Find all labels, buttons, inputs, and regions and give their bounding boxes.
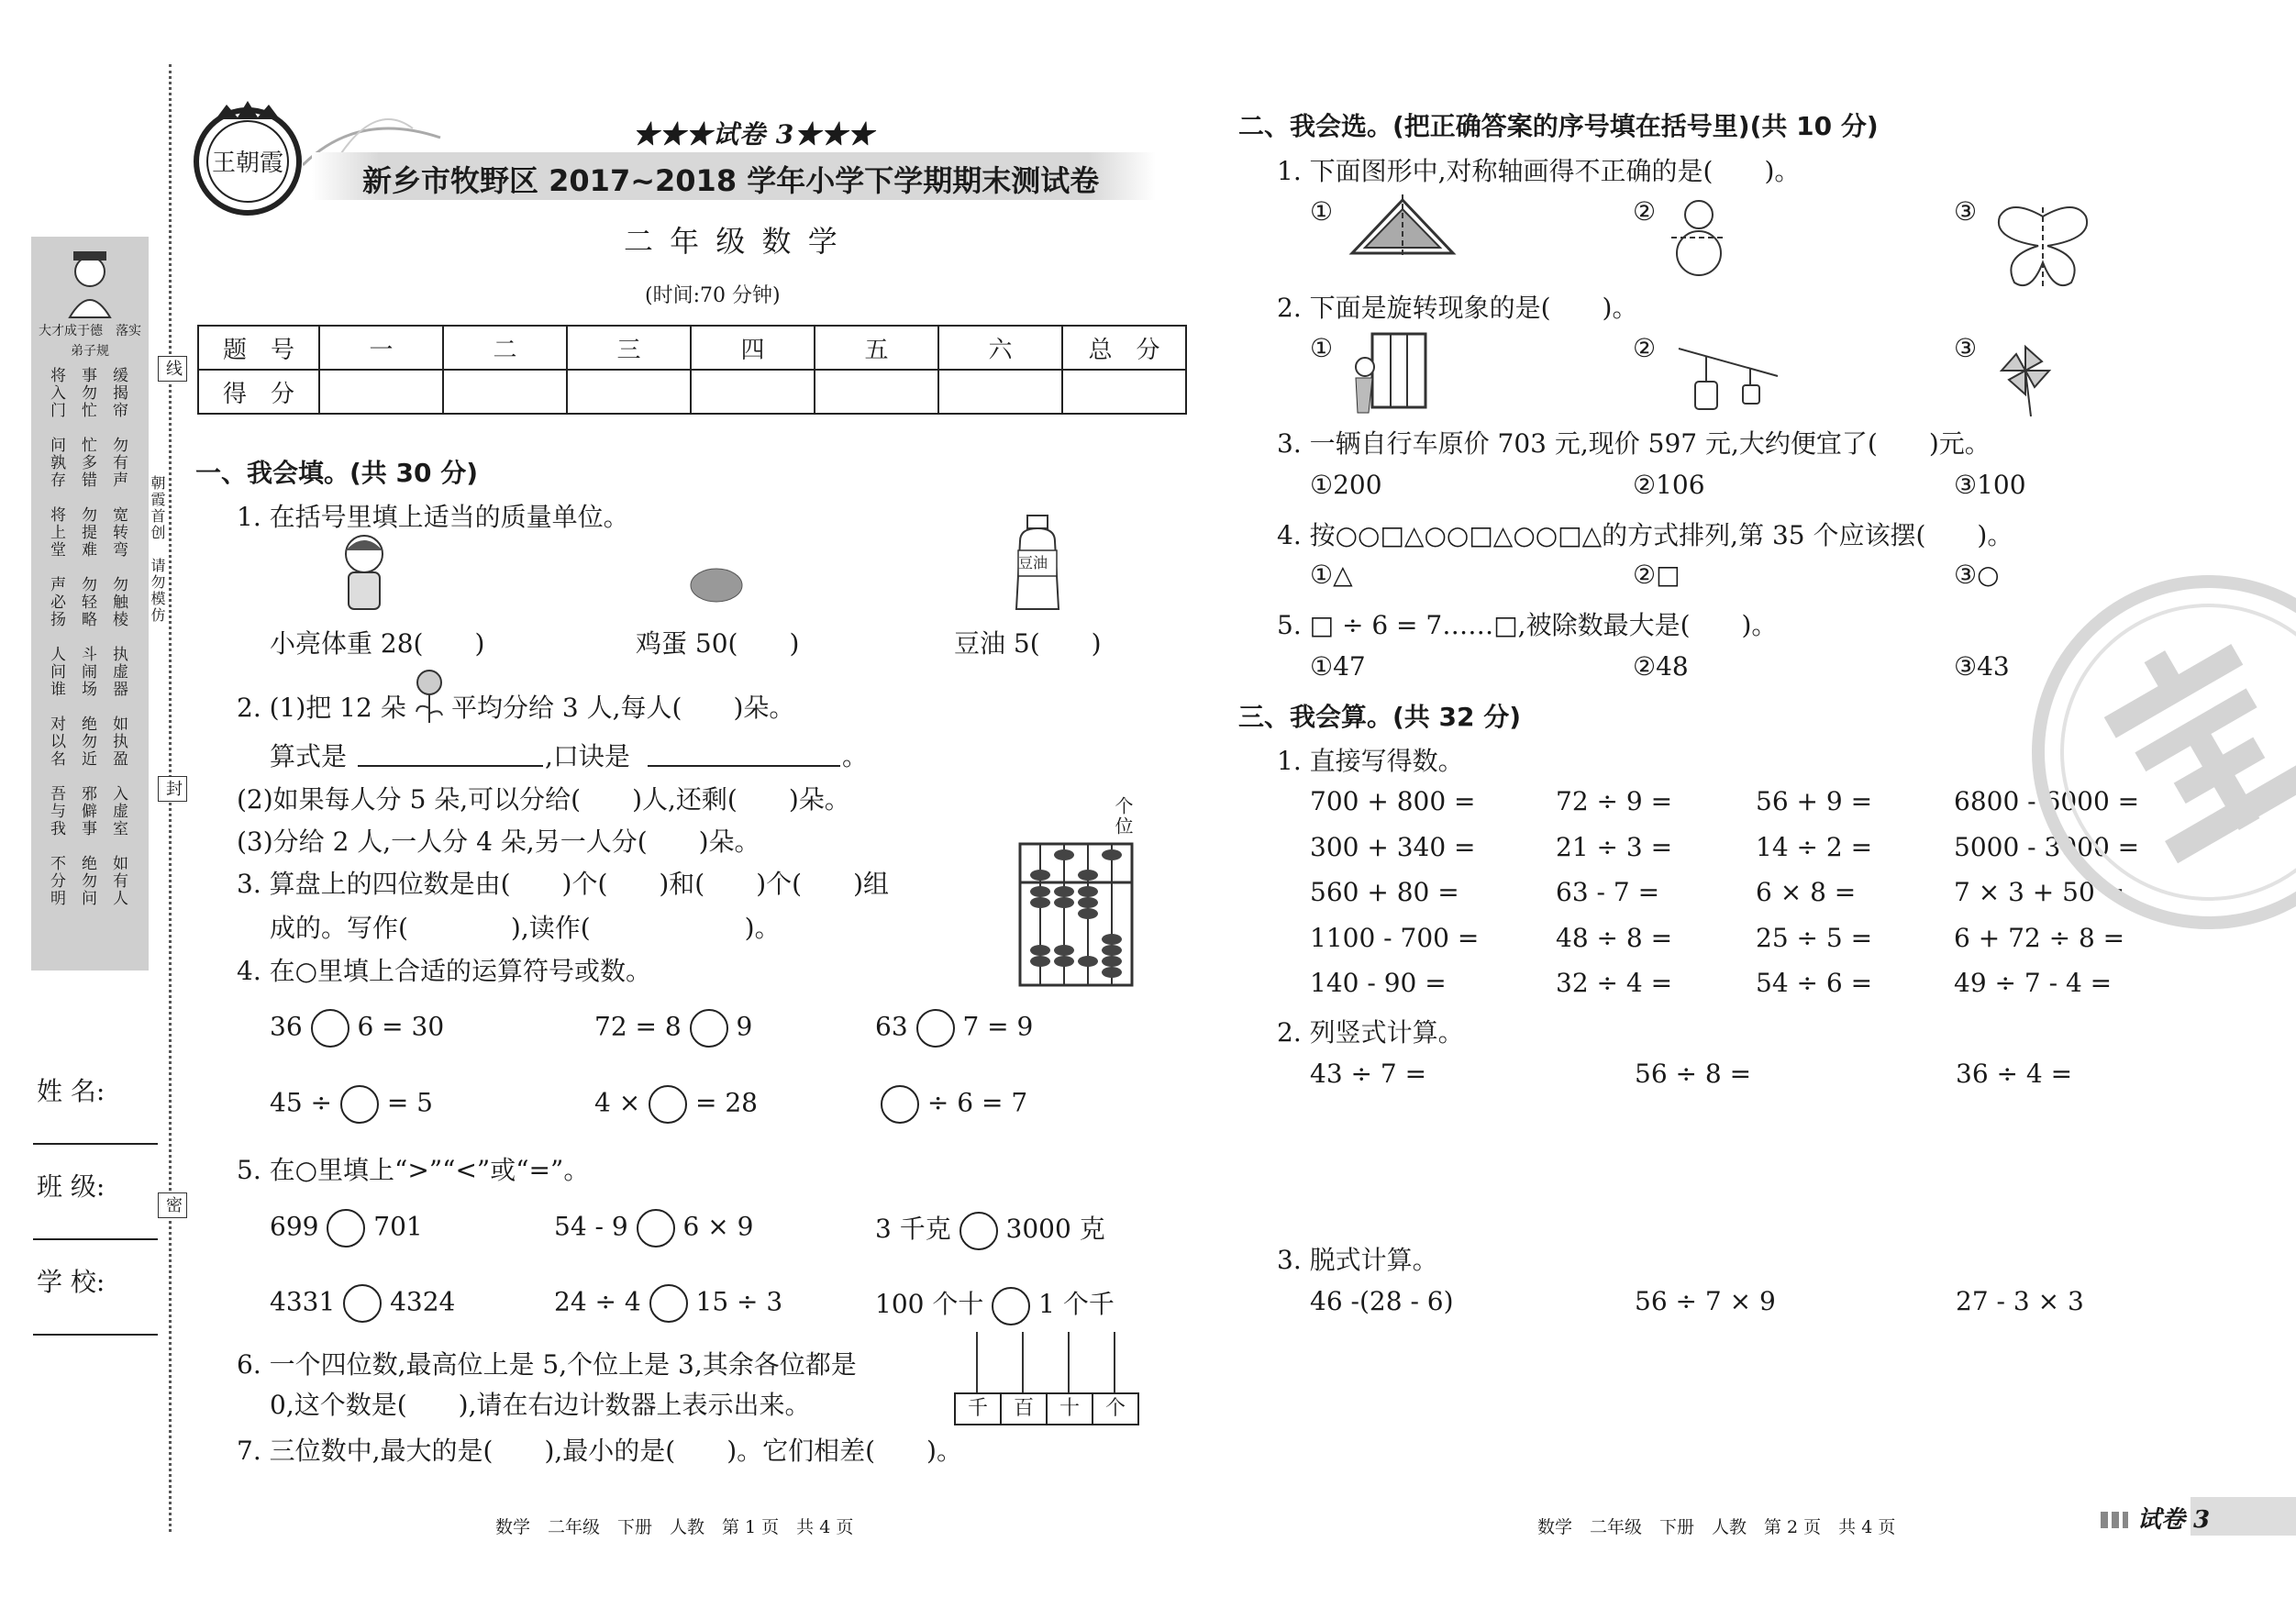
motto-column: 问孰存 [47,437,65,489]
boy-icon [332,530,396,615]
q1-text: 1. 在括号里填上适当的质量单位。 [237,502,629,532]
mental-math-item: 140 - 90 = [1310,968,1447,998]
s2-q3-opt1[interactable]: ①200 [1310,470,1382,500]
binding-mark-top: 线 [158,356,187,382]
q4-item: 45 ÷ = 5 [270,1085,433,1124]
answer-circle[interactable] [690,1009,728,1048]
s2-q4-opt3[interactable]: ③○ [1954,560,2000,590]
school-field[interactable] [33,1334,158,1336]
q4-item: 4 × = 28 [594,1085,758,1124]
s2-q2-opt3[interactable]: ③ [1954,333,1978,363]
cable-car-icon [1671,345,1780,413]
mental-math-item: 1100 - 700 = [1310,922,1480,953]
mental-math-item: 32 ÷ 4 = [1556,968,1673,998]
mental-math-item: 49 ÷ 7 - 4 = [1954,968,2113,998]
score-row-label: 得 分 [198,370,319,414]
name-field[interactable] [33,1143,158,1145]
s3-q1-text: 1. 直接写得数。 [1277,746,1464,776]
s2-q5-text: 5. □ ÷ 6 = 7……□,被除数最大是( )。 [1277,610,1778,640]
stepwise-calc-item: 56 ÷ 7 × 9 [1635,1286,1776,1316]
flower-icon [409,668,449,725]
page-footer-left: 数学 二年级 下册 人教 第 1 页 共 4 页 [495,1517,854,1537]
page-footer-right: 数学 二年级 下册 人教 第 2 页 共 4 页 [1537,1517,1896,1537]
mental-math-item: 25 ÷ 5 = [1756,922,1873,953]
answer-circle[interactable] [327,1209,365,1248]
motto-column: 事勿忙 [78,367,96,419]
motto-column: 入虚室 [109,785,128,837]
svg-text:王朝霞: 王朝霞 [211,150,284,177]
q6-text-b: 0,这个数是( ),请在右边计数器上表示出来。 [270,1390,811,1420]
score-table-score-row [198,370,1186,414]
s2-q4-text: 4. 按○○□△○○□△○○□△的方式排列,第 35 个应该摆( )。 [1277,520,2013,550]
q5-item: 3 千克 3000 克 [875,1209,1105,1250]
score-cell[interactable] [1062,370,1186,414]
motto-column: 邪僻事 [78,785,96,837]
corner-dots [2101,1512,2128,1528]
mental-math-item: 63 - 7 = [1556,877,1660,907]
mental-math-item: 6 + 72 ÷ 8 = [1954,922,2125,953]
section3-title: 三、我会算。(共 32 分) [1238,702,1522,732]
score-header-cell: 五 [815,326,938,370]
q3-text-b: 成的。写作( ),读作( )。 [270,913,781,943]
score-header-cell: 一 [319,326,443,370]
counter-place-label: 十 [1046,1392,1093,1425]
motto-column: 斗闹场 [78,646,96,698]
answer-circle[interactable] [649,1284,688,1323]
mental-math-item: 300 + 340 = [1310,831,1476,862]
s3-q2-text: 2. 列竖式计算。 [1277,1017,1464,1048]
motto-column: 勿轻略 [78,576,96,628]
s3-q3-text: 3. 脱式计算。 [1277,1245,1438,1275]
stepwise-calc-item: 27 - 3 × 3 [1956,1286,2084,1316]
mental-math-item: 7 × 3 + 50 = [1954,877,2125,907]
score-cell[interactable] [815,370,938,414]
snowman-axis-icon [1671,196,1726,279]
s2-q1-opt2[interactable]: ② [1633,196,1657,227]
q4-item: 72 = 8 9 [594,1009,752,1048]
s2-q1-opt3[interactable]: ③ [1954,196,1978,227]
s2-q1-text: 1. 下面图形中,对称轴画得不正确的是( )。 [1277,156,1801,186]
q4-text: 4. 在○里填上合适的运算符号或数。 [237,956,652,986]
s2-q3-opt2[interactable]: ②106 [1633,470,1705,500]
score-table [197,325,1187,415]
s2-q5-opt2[interactable]: ②48 [1633,651,1689,682]
q4-item: 36 6 = 30 [270,1009,444,1048]
side-note: 朝霞首创 请勿模仿 [149,475,166,624]
exam-time: (时间:70 分钟) [645,284,781,307]
motto-column: 忙多错 [78,437,96,489]
score-cell[interactable] [938,370,1062,414]
secret-seal-watermark-icon [2025,569,2296,936]
s2-q3-text: 3. 一辆自行车原价 703 元,现价 597 元,大约便宜了( )元。 [1277,428,1991,459]
q2-rhyme-end: 。 [842,741,869,771]
section2-title: 二、我会选。(把正确答案的序号填在括号里)(共 10 分) [1238,111,1879,141]
s2-q2-opt2[interactable]: ② [1633,333,1657,363]
q2-rhyme-label: ,口诀是 [545,741,630,771]
vertical-calc-item: 43 ÷ 7 = [1310,1059,1427,1089]
score-header-cell: 四 [691,326,815,370]
score-header-cell: 二 [443,326,567,370]
answer-circle[interactable] [311,1009,349,1048]
name-label: 姓 名: [37,1076,105,1106]
subject-title: 二 年 级 数 学 [624,224,841,259]
score-cell[interactable] [443,370,567,414]
mental-math-item: 6800 - 6000 = [1954,786,2140,816]
exam-title: 新乡市牧野区 2017~2018 学年小学下学期期末测试卷 [362,163,1100,198]
motto-column: 勿触棱 [109,576,128,628]
sidebar-motto-panel [31,237,149,970]
motto-column: 勿有声 [109,437,128,489]
abacus-place-label: 个位 [1112,796,1134,837]
corner-tag: 试卷 3 [2137,1506,2211,1534]
counter-rods-icon [954,1332,1141,1392]
q2-3-text: (3)分给 2 人,一人分 4 朵,另一人分( )朵。 [237,826,760,857]
q7-text: 7. 三位数中,最大的是( ),最小的是( )。它们相差( )。 [237,1436,962,1466]
s2-q1-opt1[interactable]: ① [1310,196,1334,227]
s2-q2-opt1[interactable]: ① [1310,333,1334,363]
q6-text-a: 6. 一个四位数,最高位上是 5,个位上是 3,其余各位都是 [237,1349,857,1380]
q1-item-oil: 豆油 5( ) [954,628,1102,659]
motto-column: 对以名 [47,715,65,768]
vertical-calc-item: 56 ÷ 8 = [1635,1059,1752,1089]
counter-place-row [954,1392,1139,1425]
score-header-cell: 六 [938,326,1062,370]
q2-formula-label: 算式是 [270,741,348,771]
mental-math-item: 21 ÷ 3 = [1556,831,1673,862]
s2-q5-opt1[interactable]: ①47 [1310,651,1366,682]
answer-circle[interactable] [992,1287,1030,1325]
q5-item: 100 个十 1 个千 [875,1284,1115,1325]
mental-math-item: 700 + 800 = [1310,786,1476,816]
counter-place-label: 个 [1092,1392,1139,1425]
class-field[interactable] [33,1238,158,1240]
motto-column: 将入门 [47,367,65,419]
motto-column: 人问谁 [47,646,65,698]
abacus-icon [1018,842,1134,987]
counter-place-label: 百 [1000,1392,1048,1425]
triangle-axis-icon [1347,194,1459,259]
q5-text: 5. 在○里填上“>”“<”或“=”。 [237,1155,590,1185]
binding-mark-bottom: 密 [158,1192,187,1218]
score-header-label: 题 号 [198,326,319,370]
q4-item: ÷ 6 = 7 [881,1085,1027,1124]
section1-title: 一、我会填。(共 30 分) [195,458,479,488]
score-header-cell: 总 分 [1062,326,1186,370]
answer-circle[interactable] [343,1284,382,1323]
motto-column: 不分明 [47,855,65,907]
vertical-calc-item: 36 ÷ 4 = [1956,1059,2073,1089]
motto-column: 吾与我 [47,785,65,837]
score-cell[interactable] [567,370,691,414]
q2-formula-blank[interactable] [358,765,543,767]
motto-column: 如有人 [109,855,128,907]
score-table-header-row [198,326,1186,370]
mental-math-item: 56 + 9 = [1756,786,1873,816]
exam-badge: ★★★试卷 3★★★ [633,119,875,150]
q5-item: 54 - 9 6 × 9 [554,1209,753,1248]
q5-item: 24 ÷ 4 15 ÷ 3 [554,1284,782,1323]
mental-math-item: 6 × 8 = [1756,877,1857,907]
answer-circle[interactable] [637,1209,675,1248]
scholar-illustration-icon [53,246,127,319]
motto-column: 缓揭帘 [109,367,128,419]
motto-column: 宽转弯 [109,506,128,559]
s2-q4-opt2[interactable]: ②□ [1633,560,1680,590]
q3-text-a: 3. 算盘上的四位数是由( )个( )和( )个( )组 [237,869,890,899]
q2-2-text: (2)如果每人分 5 朵,可以分给( )人,还剩( )朵。 [237,784,850,815]
score-header-cell: 三 [567,326,691,370]
window-opening-icon [1345,330,1429,416]
mental-math-item: 54 ÷ 6 = [1756,968,1873,998]
sidebar-motto-columns [40,367,141,925]
answer-circle[interactable] [916,1009,955,1048]
motto-column: 执虚器 [109,646,128,698]
motto-column: 绝勿问 [78,855,96,907]
q5-item: 4331 4324 [270,1284,455,1323]
q2-1-text-a: 2. (1)把 12 朵 [237,693,406,723]
motto-column: 绝勿近 [78,715,96,768]
score-cell[interactable] [319,370,443,414]
school-label: 学 校: [37,1267,105,1297]
stepwise-calc-item: 46 -(28 - 6) [1310,1286,1454,1316]
s2-q3-opt3[interactable]: ③100 [1954,470,2026,500]
sidebar-motto-top: 大才成于德 落实弟子规 [39,324,141,359]
q2-1-text-b: 平均分给 3 人,每人( )朵。 [451,693,795,723]
motto-column: 将上堂 [47,506,65,559]
binding-mark-middle: 封 [158,776,187,802]
mental-math-item: 48 ÷ 8 = [1556,922,1673,953]
answer-circle[interactable] [340,1085,379,1124]
score-cell[interactable] [691,370,815,414]
answer-circle[interactable] [959,1212,998,1250]
pinwheel-icon [1998,343,2053,416]
q1-item-egg: 鸡蛋 50( ) [636,628,800,659]
answer-circle[interactable] [649,1085,687,1124]
butterfly-axis-icon [1992,198,2093,294]
s2-q4-opt1[interactable]: ①△ [1310,560,1353,590]
oil-bottle-label: 豆油 [1018,554,1048,571]
motto-column: 如执盈 [109,715,128,768]
egg-icon [688,565,745,605]
q5-item: 699 701 [270,1209,423,1248]
motto-column: 声必扬 [47,576,65,628]
mental-math-item: 72 ÷ 9 = [1556,786,1673,816]
publisher-logo-icon [188,99,307,218]
motto-column: 勿提难 [78,506,96,559]
s2-q5-opt3[interactable]: ③43 [1954,651,2010,682]
answer-circle[interactable] [881,1085,919,1124]
mental-math-item: 5000 - 3000 = [1954,831,2140,862]
q4-item: 63 7 = 9 [875,1009,1033,1048]
s2-q2-text: 2. 下面是旋转现象的是( )。 [1277,293,1638,323]
mental-math-item: 560 + 80 = [1310,877,1459,907]
q1-item-weight: 小亮体重 28( ) [270,628,485,659]
class-label: 班 级: [37,1171,105,1202]
counter-place-label: 千 [954,1392,1002,1425]
mental-math-item: 14 ÷ 2 = [1756,831,1873,862]
q2-rhyme-blank[interactable] [648,765,840,767]
